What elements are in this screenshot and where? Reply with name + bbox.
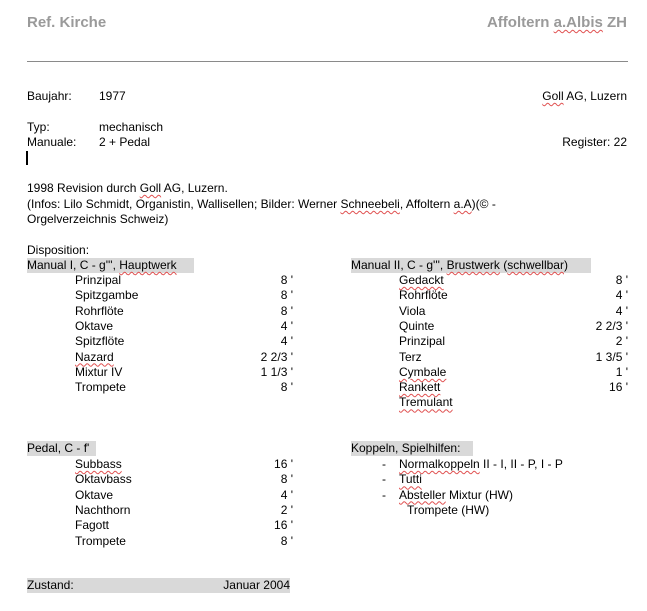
koppeln-item — [399, 472, 422, 487]
koppeln-bullet: - — [382, 487, 386, 502]
stop-size: 8 ' — [615, 273, 628, 287]
revision-copyright: )(© - — [471, 197, 496, 211]
stop-name: Quinte — [399, 318, 435, 333]
koppeln-item-rest: II - I, II - P, I - P — [479, 457, 563, 471]
revision-place: , Affoltern — [399, 197, 454, 211]
builder-name: Goll — [542, 89, 564, 103]
stop-name: Trompete — [75, 380, 126, 395]
stop-size: 4 ' — [280, 487, 293, 502]
revision-line-1 — [27, 181, 228, 196]
stop-size: 8 ' — [280, 273, 293, 287]
header-location — [487, 14, 627, 32]
stop-name: Spitzflöte — [75, 334, 125, 349]
stop-size: 16 ' — [274, 518, 293, 533]
stop-size: 8 ' — [280, 303, 293, 318]
header-location-squiggle: a.Albis — [553, 14, 603, 31]
revision-builder: Goll — [139, 181, 162, 195]
stop-size: 1 ' — [615, 364, 628, 379]
manual2-title-paren-open: ( — [499, 258, 508, 272]
stop-size: 8 ' — [280, 380, 293, 395]
stop-name: Subbass — [75, 457, 122, 471]
stop-name: Viola — [399, 303, 426, 318]
stop-name: Cymbale — [399, 364, 447, 379]
revision-info: (Infos: Lilo Schmidt, Organistin, Wallisellen; Bilder: Werner — [27, 197, 341, 211]
stop-name: Rohrflöte — [75, 303, 124, 318]
stop-name: Trompete — [75, 533, 126, 548]
stop-size: 4 ' — [615, 288, 628, 303]
builder — [542, 89, 627, 104]
stop-size: 2 2/3 ' — [595, 318, 628, 333]
stop-name: Nachthorn — [75, 502, 131, 517]
header-church: Ref. Kirche — [27, 14, 107, 31]
stop-size: 16 ' — [274, 457, 293, 471]
koppeln-bullet: - — [382, 457, 386, 471]
baujahr-label: Baujahr: — [27, 89, 72, 103]
manual2-title — [351, 258, 591, 273]
register-label: Register: — [562, 135, 611, 149]
manuale-label: Manuale: — [27, 135, 77, 149]
stop-name: Tremulant — [399, 395, 453, 410]
stop-size: 4 ' — [280, 318, 293, 333]
stop-size: 4 ' — [615, 303, 628, 318]
revision-text-end: AG, Luzern. — [161, 181, 228, 195]
koppeln-bullet: - — [382, 472, 386, 487]
koppeln-item-rest: Mixtur (HW) — [445, 487, 514, 502]
koppeln-item — [399, 488, 513, 503]
koppeln-item-main: Tutti — [399, 472, 422, 487]
text-cursor — [26, 151, 28, 165]
revision-line-2 — [27, 197, 496, 212]
revision-text: 1998 Revision durch — [27, 181, 140, 195]
manual2-title-paren-close: ) — [563, 258, 568, 272]
builder-rest: AG, Luzern — [563, 89, 627, 103]
manual1-title-text: Manual I, C - g''', — [27, 258, 120, 272]
header-location-prefix: Affoltern — [486, 14, 554, 31]
stop-name: Gedackt — [399, 273, 444, 287]
koppeln-extra: Trompete (HW) — [407, 503, 490, 517]
stop-name: Oktave — [75, 487, 114, 502]
manual2-title-swell: schwellbar — [507, 258, 564, 272]
stop-name: Rankett — [399, 380, 441, 395]
stop-size: 8 ' — [280, 533, 293, 548]
koppeln-title: Koppeln, Spielhilfen: — [351, 441, 473, 456]
typ-label: Typ: — [27, 120, 50, 134]
manual1-title-work: Hauptwerk — [119, 258, 177, 272]
pedal-title: Pedal, C - f' — [27, 441, 96, 456]
register-count — [562, 135, 627, 150]
stop-name: Terz — [399, 349, 422, 364]
zustand-label: Zustand: — [27, 578, 74, 592]
koppeln-item-main: Absteller — [399, 487, 446, 502]
disposition-label: Disposition: — [27, 243, 90, 257]
koppeln-item — [399, 457, 563, 472]
stop-size: 16 ' — [609, 380, 628, 395]
manual2-title-work: Brustwerk — [446, 258, 500, 272]
header-divider — [27, 61, 628, 62]
stop-name: Rohrflöte — [399, 288, 448, 303]
stop-size: 2 ' — [280, 502, 293, 517]
revision-place-abbr: a.A — [453, 197, 472, 211]
baujahr-value: 1977 — [99, 89, 126, 103]
revision-line-3: Orgelverzeichnis Schweiz) — [27, 212, 169, 226]
stop-name: Fagott — [75, 518, 110, 533]
stop-name: Spitzgambe — [75, 288, 139, 303]
zustand-value: Januar 2004 — [223, 578, 290, 592]
manual2-title-text: Manual II, C - g''', — [351, 258, 447, 272]
stop-size: 1 3/5 ' — [595, 349, 628, 364]
header-location-suffix: ZH — [602, 14, 627, 31]
stop-size: 4 ' — [280, 334, 293, 349]
stop-name: Nazard — [75, 349, 114, 364]
stop-name: Prinzipal — [75, 273, 122, 287]
register-value: 22 — [613, 135, 627, 149]
zustand-bar — [27, 578, 290, 593]
stop-name: Prinzipal — [399, 334, 446, 349]
stop-name: Oktavbass — [75, 472, 132, 487]
stop-size: 8 ' — [280, 288, 293, 303]
revision-photographer: Schneebeli — [340, 197, 400, 211]
stop-name: Mixtur IV — [75, 364, 123, 379]
koppeln-item-main: Normalkoppeln — [399, 457, 480, 471]
manual1-title — [27, 258, 194, 273]
stop-name: Oktave — [75, 318, 114, 333]
stop-size: 8 ' — [280, 472, 293, 487]
typ-value: mechanisch — [99, 120, 164, 134]
stop-size: 1 1/3 ' — [260, 364, 293, 379]
stop-size: 2 2/3 ' — [260, 349, 293, 364]
stop-size: 2 ' — [615, 334, 628, 349]
manuale-value: 2 + Pedal — [99, 135, 151, 149]
